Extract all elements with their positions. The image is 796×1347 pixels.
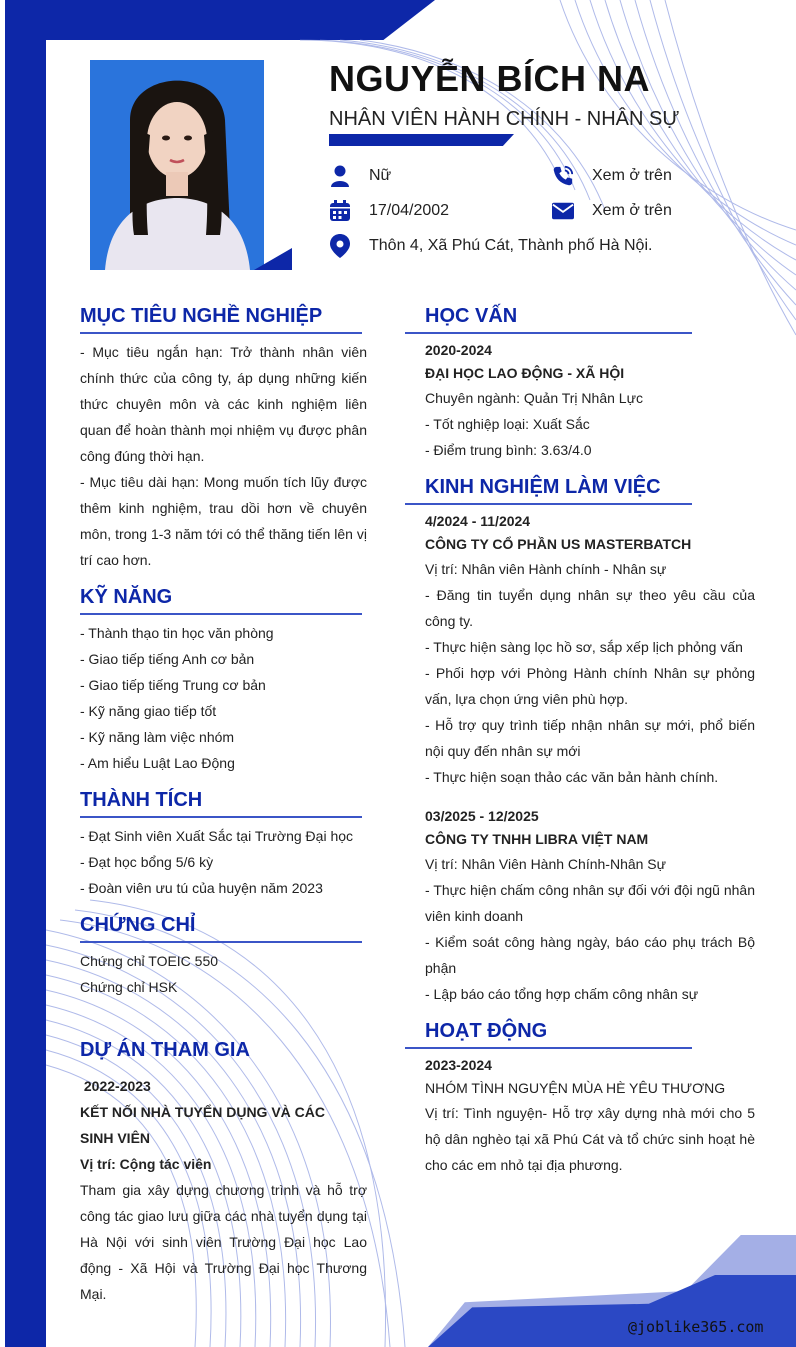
phone-info [552,165,672,187]
job-duty-item: - Lập báo cáo tổng hợp chấm công nhân sự [425,986,699,1002]
achievements-list [80,823,370,901]
education-grade: - Tốt nghiệp loại: Xuất Sắc [425,416,590,432]
job-duties [425,582,755,790]
left-accent-bar [5,0,46,1347]
achievement-item: - Đạt học bổng 5/6 kỳ [80,854,214,870]
skills-heading: KỸ NĂNG [80,586,173,608]
activity-org: NHÓM TÌNH NGUYỆN MÙA HÈ YÊU THƯƠNG [425,1080,726,1096]
profile-photo [90,60,264,270]
certificates-divider [80,941,362,943]
address-value: Thôn 4, Xã Phú Cát, Thành phố Hà Nội. [369,237,653,254]
gender-value: Nữ [369,167,392,184]
title-underline [329,134,514,146]
achievement-item: - Đoàn viên ưu tú của huyện năm 2023 [80,880,323,896]
gender-info [329,165,391,187]
project-period: 2022-2023 [80,1078,151,1094]
person-icon [329,165,351,187]
job-company: CÔNG TY TNHH LIBRA VIỆT NAM [425,831,649,847]
email-value: Xem ở trên [592,202,672,219]
skill-item: - Am hiểu Luật Lao Động [80,755,235,771]
email-icon [552,200,574,222]
experience-divider [405,503,692,505]
education-divider [405,332,692,334]
skills-divider [80,613,362,615]
certificates-heading: CHỨNG CHỈ [80,914,196,936]
skill-item: - Thành thạo tin học văn phòng [80,625,274,641]
education-school: ĐẠI HỌC LAO ĐỘNG - XÃ HỘI [425,365,625,381]
calendar-icon [329,200,351,222]
phone-icon [552,165,574,187]
skill-item: - Kỹ năng giao tiếp tốt [80,703,217,719]
job-duty-item: - Phối hợp với Phòng Hành chính Nhân sự phỏng vấn, lựa chọn ứng viên phù hợp. [425,665,755,707]
skills-list [80,620,370,776]
job-title: NHÂN VIÊN HÀNH CHÍNH - NHÂN SỰ [329,108,680,130]
achievement-item: - Đạt Sinh viên Xuất Sắc tại Trường Đại học [80,828,354,844]
job-company: CÔNG TY CỔ PHẦN US MASTERBATCH [425,536,692,552]
activities-divider [405,1047,692,1049]
education-period: 2020-2024 [425,342,492,358]
education-major: Chuyên ngành: Quản Trị Nhân Lực [425,390,643,406]
job-period: 03/2025 - 12/2025 [425,808,539,824]
job-position: Vị trí: Nhân viên Hành chính - Nhân sự [425,561,667,577]
objective-heading: MỤC TIÊU NGHỀ NGHIỆP [80,305,323,327]
skill-item: - Giao tiếp tiếng Anh cơ bản [80,651,255,667]
certificate-item: Chứng chỉ TOEIC 550 [80,953,219,969]
job-duty-item: - Thực hiện sàng lọc hồ sơ, sắp xếp lịch phỏng vấn [425,639,743,655]
education-heading: HỌC VẤN [425,305,518,327]
job-duty-item: - Đăng tin tuyển dụng nhân sự theo yêu cầu của công ty. [425,587,755,629]
job-duty-item: - Thực hiện soạn thảo các văn bản hành chính. [425,769,719,785]
candidate-name: NGUYỄN BÍCH NA [329,58,651,99]
project-role: Vị trí: Cộng tác viên [80,1156,212,1172]
job-position: Vị trí: Nhân Viên Hành Chính-Nhân Sự [425,856,667,872]
birthday-info [329,200,449,222]
brand-watermark: @joblike365.com [628,1318,764,1336]
activities-heading: HOẠT ĐỘNG [425,1020,548,1042]
objective-short: - Mục tiêu ngắn hạn: Trở thành nhân viên chính thức của công ty, áp dụng những kiến thức chuyên môn và các kinh nghiệm liên quan để hoàn thành mọi nhiệm vụ được phân công đúng thời hạn. [80,344,367,464]
birthday-value: 17/04/2002 [369,202,450,219]
objective-long: - Mục tiêu dài hạn: Mong muốn tích lũy được thêm kinh nghiệm, trau dồi hơn về chuyên môn, trong 1-3 năm tới có thể thăng tiến lên vị trí cao hơn. [80,474,367,568]
email-info [552,200,672,222]
certificate-item: Chứng chỉ HSK [80,979,178,995]
location-icon [329,235,351,257]
projects-heading: DỰ ÁN THAM GIA [80,1039,250,1061]
phone-value: Xem ở trên [592,167,672,184]
activity-description: Vị trí: Tình nguyện- Hỗ trợ xây dựng nhà mới cho 5 hộ dân nghèo tại xã Phú Cát và tổ chức sinh hoạt hè cho các em nhỏ tại địa phương. [425,1105,755,1173]
certificates-list [80,948,370,1000]
experience-heading: KINH NGHIỆM LÀM VIỆC [425,476,661,498]
corner-decoration-dark [428,1275,796,1347]
objective-divider [80,332,362,334]
job-duty-item: - Kiểm soát công hàng ngày, báo cáo phụ trách Bộ phận [425,934,755,976]
skill-item: - Giao tiếp tiếng Trung cơ bản [80,677,266,693]
achievements-divider [80,816,362,818]
achievements-heading: THÀNH TÍCH [80,789,203,811]
project-description: Tham gia xây dựng chương trình và hỗ trợ công tác giao lưu giữa các nhà tuyển dụng tại Hà Nội với sinh viên Trường Đại học Lao động - Xã Hội và Trường Đại học Thương Mại. [80,1182,367,1302]
activity-period: 2023-2024 [425,1057,492,1073]
job-period: 4/2024 - 11/2024 [425,513,531,529]
job-duties [425,877,755,1007]
education-gpa: - Điểm trung bình: 3.63/4.0 [425,442,592,458]
job-duty-item: - Thực hiện chấm công nhân sự đối với đội ngũ nhân viên kinh doanh [425,882,755,924]
top-accent-band [5,0,435,40]
skill-item: - Kỹ năng làm việc nhóm [80,729,235,745]
project-name: KẾT NỐI NHÀ TUYỂN DỤNG VÀ CÁC SINH VIÊN [80,1104,326,1146]
address-info [329,235,652,257]
job-duty-item: - Hỗ trợ quy trình tiếp nhận nhân sự mới, phổ biến nội quy đến nhân sự mới [425,717,755,759]
